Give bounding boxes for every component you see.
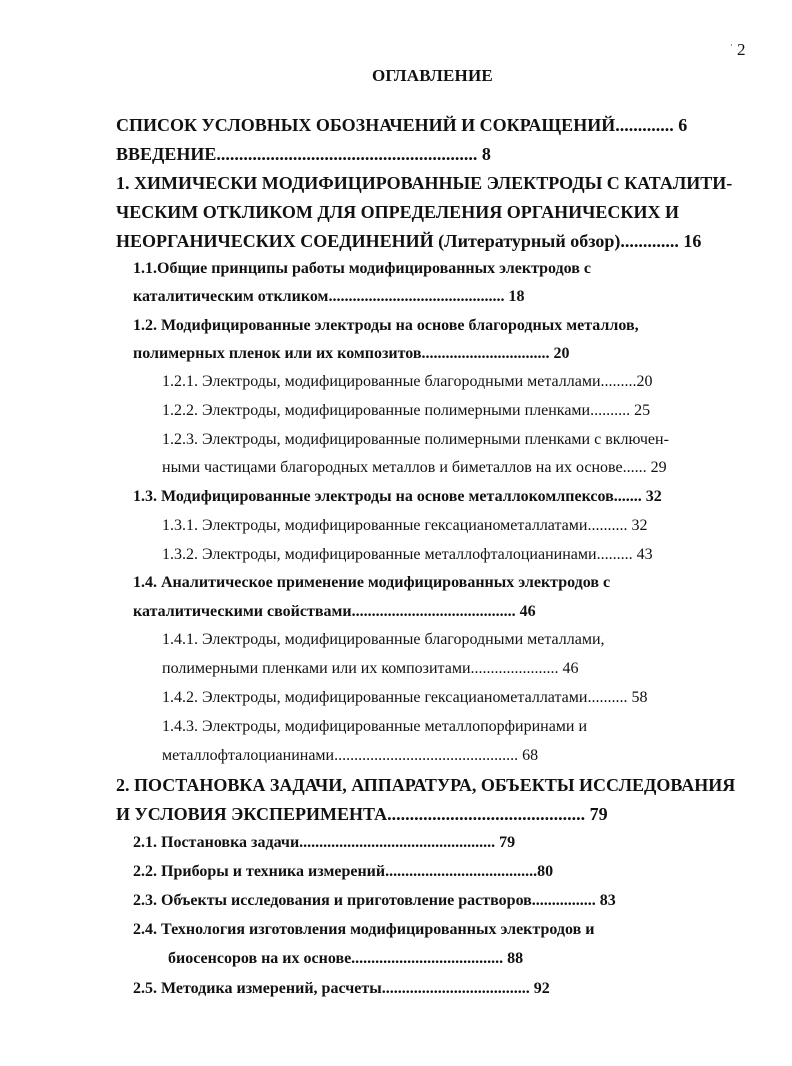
toc-entry-chapter-1-line-2: ЧЕСКИМ ОТКЛИКОМ ДЛЯ ОПРЕДЕЛЕНИЯ ОРГАНИЧЕСКИХ И <box>116 202 679 222</box>
toc-entry-1-2-line-1: 1.2. Модифицированные электроды на основе благородных металлов, <box>133 317 639 334</box>
toc-entry-2-3: 2.3. Объекты исследования и приготовление растворов................ 83 <box>133 892 616 909</box>
toc-entry-2-4-line-1: 2.4. Технология изготовления модифицированных электродов и <box>133 921 595 938</box>
toc-entry-chapter-2-line-2: И УСЛОВИЯ ЭКСПЕРИМЕНТА............................................ 79 <box>116 804 608 824</box>
toc-entry-1-4-line-1: 1.4. Аналитическое применение модифицированных электродов с <box>133 574 611 591</box>
toc-entry-1-2-1: 1.2.1. Электроды, модифицированные благородными металлами.........20 <box>162 373 653 390</box>
toc-entry-introduction: ВВЕДЕНИЕ.......................................................... 8 <box>116 144 491 164</box>
toc-entry-1-4-2: 1.4.2. Электроды, модифицированные гексацианометаллатами.......... 58 <box>162 689 648 706</box>
page-title: ОГЛАВЛЕНИЕ <box>372 66 493 85</box>
toc-entry-chapter-1-line-3: НЕОРГАНИЧЕСКИХ СОЕДИНЕНИЙ (Литературный обзор)............. 16 <box>116 231 702 251</box>
page-mark: · <box>730 40 733 50</box>
toc-entry-1-2-line-2: полимерных пленок или их композитов................................ 20 <box>133 345 570 362</box>
toc-entry-2-4-line-2: биосенсоров на их основе...................................... 88 <box>168 950 524 967</box>
toc-entry-chapter-2-line-1: 2. ПОСТАНОВКА ЗАДАЧИ, АППАРАТУРА, ОБЪЕКТЫ ИССЛЕДОВАНИЯ <box>116 775 736 795</box>
toc-entry-1-2-2: 1.2.2. Электроды, модифицированные полимерными пленками.......... 25 <box>162 402 651 419</box>
toc-entry-chapter-1-line-1: 1. ХИМИЧЕСКИ МОДИФИЦИРОВАННЫЕ ЭЛЕКТРОДЫ С КАТАЛИТИ- <box>116 173 733 193</box>
toc-entry-1-3: 1.3. Модифицированные электроды на основе металлокомлпексов....... 32 <box>133 488 662 505</box>
toc-entry-1-2-3-line-1: 1.2.3. Электроды, модифицированные полимерными пленками с включен- <box>162 431 669 448</box>
toc-entry-2-1: 2.1. Постановка задачи................................................. 79 <box>133 834 516 851</box>
toc-entry-abbreviations: СПИСОК УСЛОВНЫХ ОБОЗНАЧЕНИЙ И СОКРАЩЕНИЙ............. 6 <box>116 115 688 135</box>
toc-entry-1-1-line-2: каталитическим откликом............................................ 18 <box>133 288 525 305</box>
page-number-value: 2 <box>737 40 746 59</box>
toc-entry-1-4-3-line-1: 1.4.3. Электроды, модифицированные металлопорфиринами и <box>162 718 588 735</box>
toc-entry-1-2-3-line-2: ными частицами благородных металлов и биметаллов на их основе...... 29 <box>162 459 667 476</box>
toc-entry-1-3-2: 1.3.2. Электроды, модифицированные металлофталоцианинами......... 43 <box>162 546 653 563</box>
toc-entry-1-1-line-1: 1.1.Общие принципы работы модифицированных электродов с <box>133 260 591 277</box>
toc-entry-1-4-3-line-2: металлофталоцианинами.............................................. 68 <box>162 747 539 764</box>
toc-entry-1-4-1-line-1: 1.4.1. Электроды, модифицированные благородными металлами, <box>162 631 605 648</box>
toc-entry-1-3-1: 1.3.1. Электроды, модифицированные гексацианометаллатами.......... 32 <box>162 517 648 534</box>
page-number <box>730 40 746 60</box>
toc-entry-2-2: 2.2. Приборы и техника измерений......................................80 <box>133 863 554 880</box>
toc-entry-1-4-line-2: каталитическими свойствами......................................... 46 <box>133 603 536 620</box>
toc-entry-2-5: 2.5. Методика измерений, расчеты..................................... 92 <box>133 980 550 997</box>
toc-entry-1-4-1-line-2: полимерными пленками или их композитами...................... 46 <box>162 660 579 677</box>
